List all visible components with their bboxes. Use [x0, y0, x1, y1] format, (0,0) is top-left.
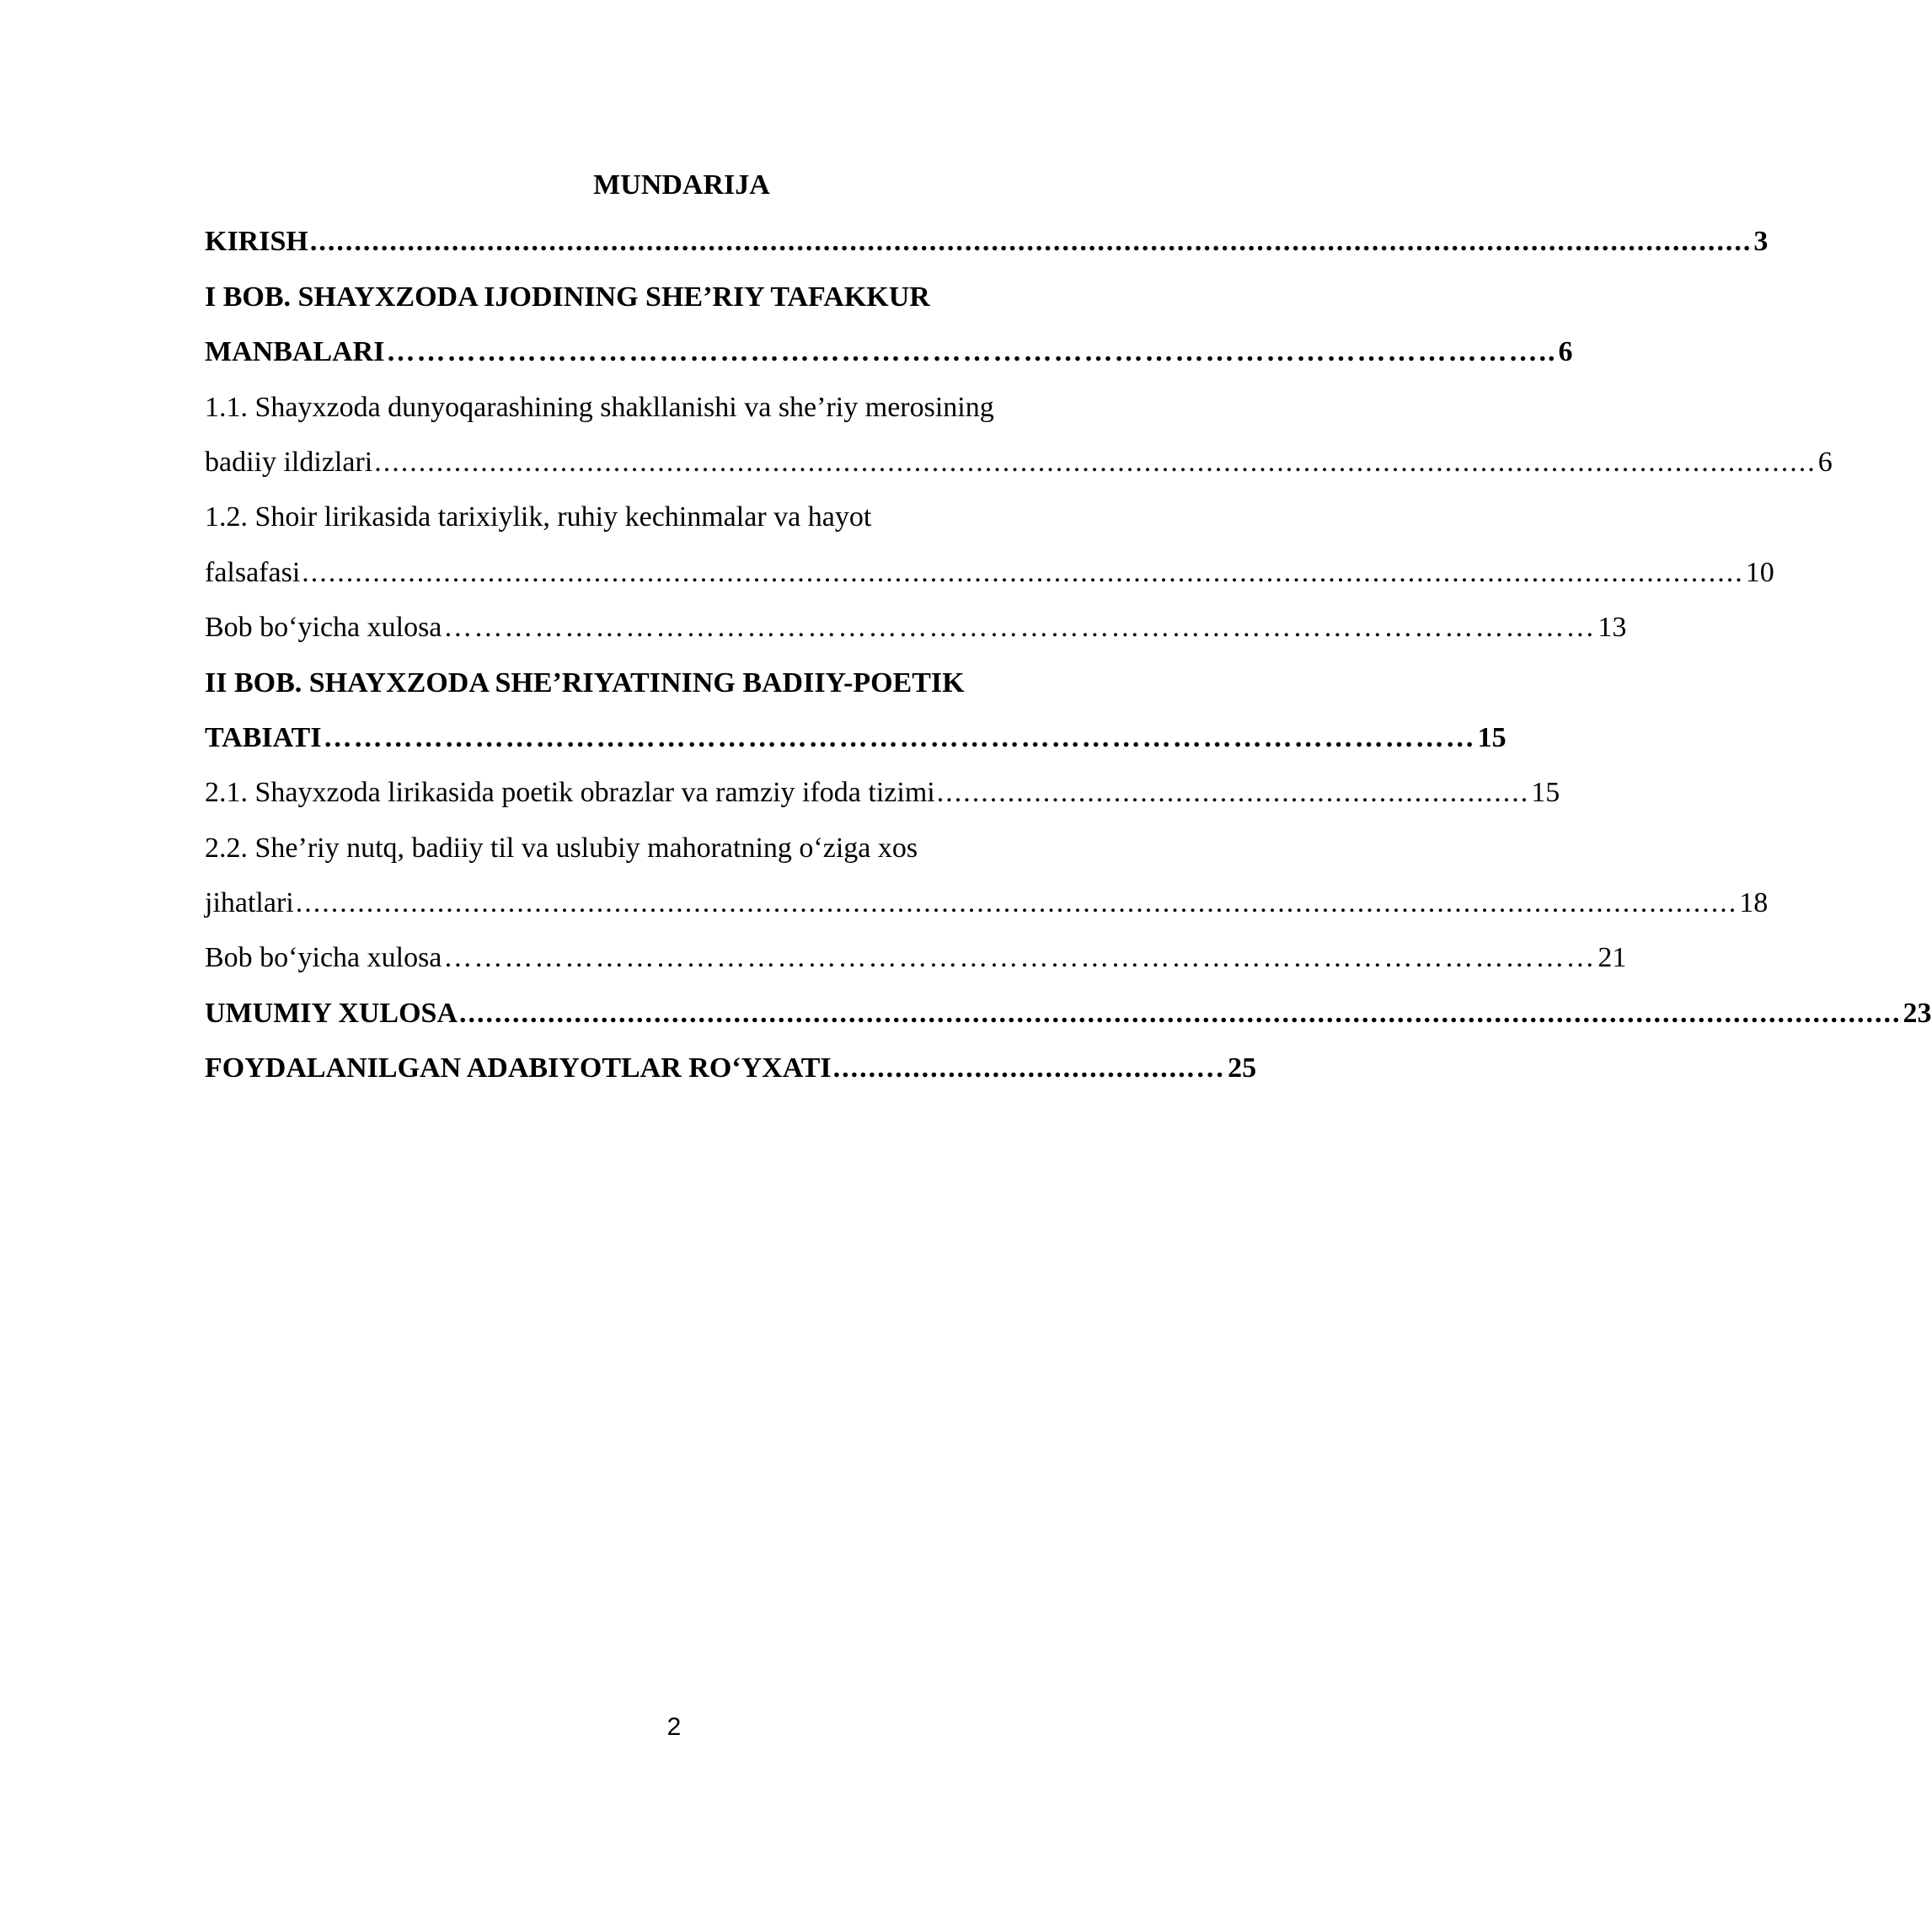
toc-entry-chapter-1-line-2[interactable] — [205, 323, 1573, 377]
toc-entry-section-2-2-line-1[interactable] — [205, 818, 1148, 873]
toc-entry-page: 3 — [1753, 226, 1769, 258]
toc-entry-page: 25 — [1228, 1052, 1257, 1084]
toc-entry-label: Bob bo‘yicha xulosa — [205, 942, 442, 974]
dot-leader: ................................................................................................................................................................... — [459, 997, 1902, 1029]
toc-entry-page: 21 — [1598, 942, 1627, 974]
toc-entry-kirish[interactable] — [205, 212, 1769, 267]
toc-entry-page: 18 — [1739, 887, 1769, 919]
toc-entry-label: 1.1. Shayxzoda dunyoqarashining shakllanishi va she’riy merosining — [205, 391, 994, 423]
toc-entry-label: jihatlari — [205, 887, 294, 919]
dot-leader: …………………………………………………………………………………………………….. — [386, 336, 1557, 368]
dot-leader: …………………………………………………………………………………………………… — [443, 942, 1597, 974]
toc-entry-label: FOYDALANILGAN ADABIYOTLAR RO‘YXATI — [205, 1052, 832, 1084]
toc-entry-page: 15 — [1477, 721, 1507, 753]
toc-entry-chapter-2-summary[interactable] — [205, 929, 1627, 983]
toc-entry-label: I BOB. SHAYXZODA IJODINING SHE’RIY TAFAKKUR — [205, 281, 930, 313]
toc-entry-page: 13 — [1598, 612, 1627, 644]
toc-entry-page: 23 — [1903, 997, 1932, 1029]
dot-leader: ................................................................................................................................................................... — [374, 446, 1817, 478]
page-number: 2 — [666, 1713, 682, 1741]
toc-entry-section-1-1-line-1[interactable] — [205, 377, 1148, 432]
toc-title: MUNDARIJA — [593, 169, 770, 201]
toc-entry-page: 6 — [1817, 446, 1833, 478]
toc-entry-label: badiiy ildizlari — [205, 446, 373, 478]
dot-leader: .........................................… — [832, 1052, 1227, 1084]
toc-entry-label: MANBALARI — [205, 336, 385, 368]
toc-entry-label: UMUMIY XULOSA — [205, 997, 458, 1029]
dot-leader: ................................................................................................................................................................... — [302, 556, 1744, 588]
toc-entry-label: Bob bo‘yicha xulosa — [205, 612, 442, 644]
toc-entry-label: KIRISH — [205, 226, 308, 258]
toc-entry-chapter-2-line-2[interactable] — [205, 709, 1507, 763]
table-of-contents — [205, 158, 1932, 1094]
toc-entry-section-1-2-line-2[interactable] — [205, 543, 1774, 597]
toc-entry-conclusion[interactable] — [205, 983, 1932, 1038]
toc-entry-section-1-1-line-2[interactable] — [205, 433, 1833, 488]
toc-entry-page: 10 — [1745, 556, 1774, 588]
toc-entry-label: 2.2. She’riy nutq, badiiy til va uslubiy mahoratning o‘ziga xos — [205, 832, 918, 864]
dot-leader: ................................................................................................................................................................... — [309, 226, 1753, 258]
toc-entry-page: 6 — [1558, 336, 1573, 368]
toc-entry-references[interactable] — [205, 1039, 1257, 1094]
dot-leader: …………………………………………………………………………………………………… — [443, 612, 1597, 644]
toc-entry-label: 2.1. Shayxzoda lirikasida poetik obrazlar va ramziy ifoda tizimi — [205, 777, 935, 809]
toc-entry-label: 1.2. Shoir lirikasida tarixiylik, ruhiy kechinmalar va hayot — [205, 501, 872, 533]
toc-entry-chapter-1-summary[interactable] — [205, 598, 1627, 653]
toc-entry-section-2-1[interactable] — [205, 763, 1560, 818]
toc-entry-page: 15 — [1531, 777, 1560, 809]
toc-entry-chapter-2-line-1[interactable] — [205, 653, 1148, 708]
dot-leader: …………………………………………………………………………………………………… — [323, 721, 1476, 753]
toc-entry-section-1-2-line-1[interactable] — [205, 488, 1148, 543]
toc-entry-label: TABIATI — [205, 721, 322, 753]
toc-entry-label: falsafasi — [205, 556, 301, 588]
dot-leader: ................................................................... — [936, 777, 1530, 809]
toc-entry-chapter-1-line-1[interactable] — [205, 267, 1148, 322]
toc-entry-section-2-2-line-2[interactable] — [205, 874, 1769, 929]
dot-leader: ................................................................................................................................................................... — [295, 887, 1738, 919]
toc-entry-label: II BOB. SHAYXZODA SHE’RIYATINING BADIIY-POETIK — [205, 667, 965, 699]
